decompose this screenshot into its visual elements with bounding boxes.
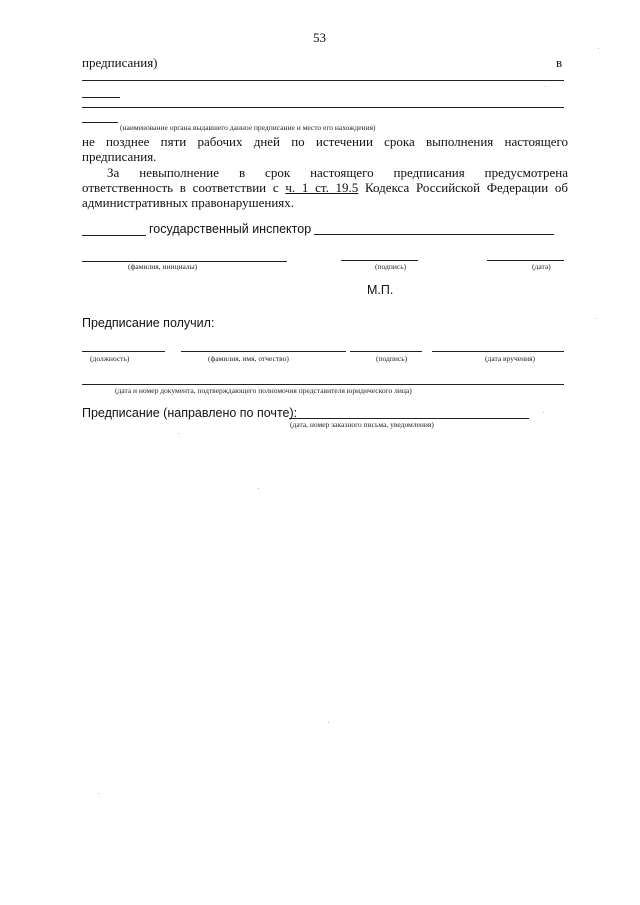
caption-date: (дата)	[532, 262, 551, 271]
blank-line	[82, 351, 165, 352]
caption-signature: (подпись)	[375, 262, 407, 271]
scan-speck	[596, 318, 597, 319]
scan-speck	[328, 722, 329, 723]
blank-line	[350, 351, 422, 352]
text-fragment: предписания)	[82, 55, 158, 70]
blank-line	[82, 384, 564, 385]
blank-line	[82, 80, 564, 81]
scan-speck	[598, 48, 599, 49]
scan-speck	[258, 488, 259, 489]
stamp-mark: М.П.	[367, 283, 394, 297]
caption-document: (дата и номер документа, подтверждающего полномочия представителя юридического лица)	[115, 386, 412, 395]
mail-label: Предписание (направлено по почте):	[82, 406, 298, 420]
paragraph-2-line-1: За невыполнение в срок настоящего предписания предусмотрена	[107, 165, 569, 180]
scan-speck	[543, 412, 544, 413]
blank-line	[181, 351, 346, 352]
blank-line	[82, 122, 118, 123]
scan-speck	[178, 433, 179, 434]
blank-line	[487, 260, 564, 261]
paragraph-2-line-3: административных правонарушениях.	[82, 195, 294, 210]
blank-line	[289, 418, 529, 419]
org-caption: (наименование органа выдавшего данное предписание и место его нахождения)	[120, 123, 376, 132]
paragraph-2-line-2: ответственность в соответствии с ч. 1 ст. 19.5 Кодекса Российской Федерации об	[82, 180, 569, 195]
inspector-label: государственный инспектор	[149, 222, 312, 236]
blank-line	[341, 260, 418, 261]
paragraph-1-line-2: предписания.	[82, 149, 157, 164]
caption-delivery-date: (дата вручения)	[485, 354, 536, 363]
scan-speck	[545, 86, 546, 87]
page-number: 53	[313, 30, 326, 45]
mail-caption: (дата, номер заказного письма, уведомления)	[290, 420, 434, 429]
blank-line	[314, 234, 554, 235]
receipt-title: Предписание получил:	[82, 316, 215, 330]
blank-line	[82, 97, 120, 98]
text-right-letter: в	[556, 55, 563, 70]
blank-line	[432, 351, 564, 352]
caption-fullname: (фамилия, имя, отчество)	[208, 354, 289, 363]
blank-line	[82, 235, 146, 236]
blank-line	[82, 107, 564, 108]
scan-speck	[98, 793, 99, 794]
law-reference-link[interactable]: ч. 1 ст. 19.5	[285, 180, 359, 195]
paragraph-1-line-1: не позднее пяти рабочих дней по истечении срока выполнения настоящего	[82, 134, 569, 149]
caption-position: (должность)	[90, 354, 130, 363]
caption-name: (фамилия, инициалы)	[128, 262, 198, 271]
caption-receipt-signature: (подпись)	[376, 354, 408, 363]
